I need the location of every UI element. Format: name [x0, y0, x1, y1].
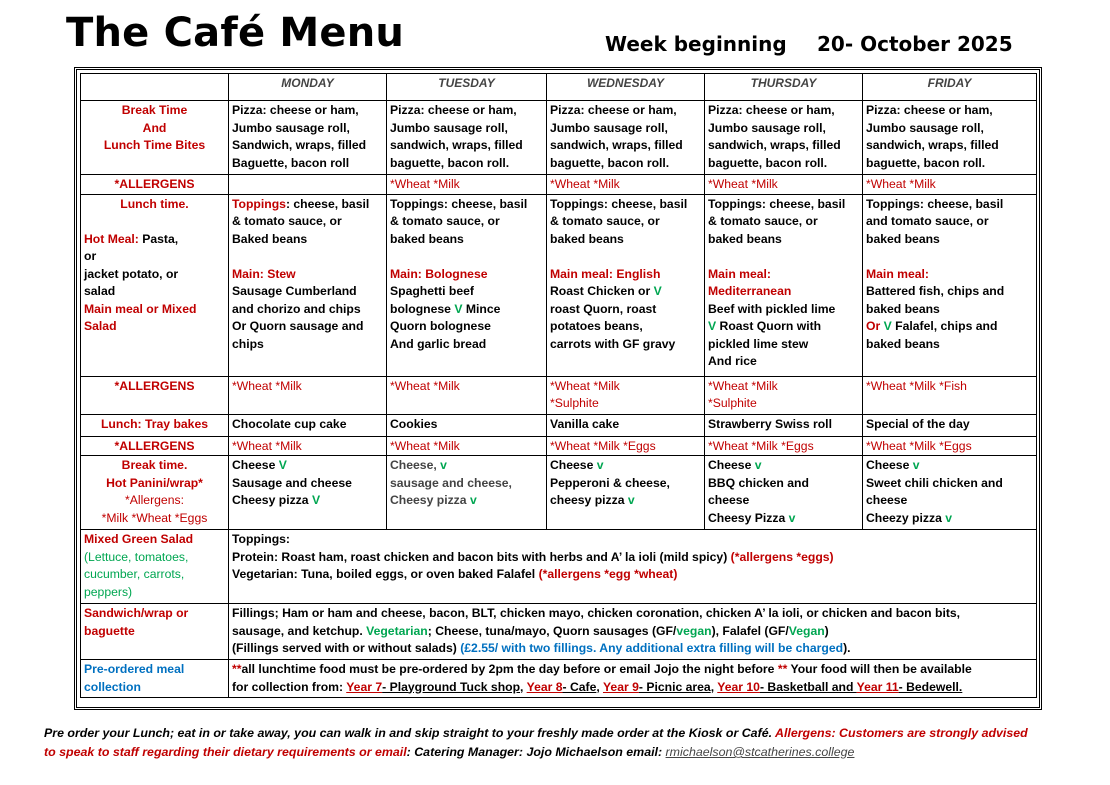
corner-cell: [81, 74, 229, 101]
day-thursday: THURSDAY: [705, 74, 863, 101]
email-link[interactable]: rmichaelson@stcatherines.college: [665, 745, 855, 759]
break-bites-monday: Pizza: cheese or ham, Jumbo sausage roll, Sandwich, wraps, filled Baguette, bacon roll: [229, 101, 387, 175]
lunch-friday: Toppings: cheese, basil and tomato sauce, or baked beans Main meal: Battered fish, chips and baked beans Or V Falafel, chips and baked beans: [863, 194, 1037, 376]
day-tuesday: TUESDAY: [387, 74, 547, 101]
lunch-row: [81, 194, 1037, 376]
allergens-3-tuesday: *Wheat *Milk: [387, 436, 547, 456]
sandwich-label: Sandwich/wrap or baguette: [81, 604, 229, 660]
sandwich-content: Fillings; Ham or ham and cheese, bacon, BLT, chicken mayo, chicken coronation, chicken A’ la ioli, or chicken and bacon bits, sausage, and ketchup. Vegetarian; Cheese, tuna/mayo, Quorn sausages (GF/vegan), Falafel (GF/Vegan) (Fillings served with or without salads) (£2.55/ with two fillings. Any additional extra filling will be charged).: [229, 604, 1037, 660]
preorder-label: Pre-ordered meal collection: [81, 660, 229, 698]
week-date: 20- October 2025: [817, 32, 1013, 56]
week-beginning-label: Week beginning: [605, 32, 787, 56]
allergens-label-1: *ALLERGENS: [81, 175, 229, 195]
break-bites-row: [81, 101, 1037, 175]
lunch-thursday: Toppings: cheese, basil & tomato sauce, or baked beans Main meal: Mediterranean Beef with pickled lime V Roast Quorn with pickled lime stew And rice: [705, 194, 863, 376]
panini-thursday: Cheese v BBQ chicken and cheese Cheesy Pizza v: [705, 456, 863, 530]
panini-tuesday: Cheese, v sausage and cheese, Cheesy pizza v: [387, 456, 547, 530]
day-monday: MONDAY: [229, 74, 387, 101]
preorder-content: **all lunchtime food must be pre-ordered by 2pm the day before or email Jojo the night before ** Your food will then be available for collection from: Year 7- Playground Tuck shop, Year 8- Cafe, Year 9- Picnic area, Year 10- Basketball and Year 11- Bedewell.: [229, 660, 1037, 698]
lunch-tuesday: Toppings: cheese, basil & tomato sauce, or baked beans Main: Bolognese Spaghetti beef bolognese V Mince Quorn bolognese And garlic bread: [387, 194, 547, 376]
allergens-row-3: [81, 436, 1037, 456]
allergens-2-monday: *Wheat *Milk: [229, 376, 387, 414]
panini-friday: Cheese v Sweet chili chicken and cheese Cheezy pizza v: [863, 456, 1037, 530]
allergens-3-wednesday: *Wheat *Milk *Eggs: [547, 436, 705, 456]
salad-label: Mixed Green Salad (Lettuce, tomatoes, cucumber, carrots, peppers): [81, 530, 229, 604]
tray-bakes-monday: Chocolate cup cake: [229, 414, 387, 436]
break-bites-tuesday: Pizza: cheese or ham, Jumbo sausage roll, sandwich, wraps, filled baguette, bacon roll.: [387, 101, 547, 175]
allergens-row-1: [81, 175, 1037, 195]
menu-table: [80, 73, 1037, 698]
panini-monday: Cheese V Sausage and cheese Cheesy pizza V: [229, 456, 387, 530]
break-bites-friday: Pizza: cheese or ham, Jumbo sausage roll, sandwich, wraps, filled baguette, bacon roll.: [863, 101, 1037, 175]
allergens-label-3: *ALLERGENS: [81, 436, 229, 456]
tray-bakes-label: Lunch: Tray bakes: [81, 414, 229, 436]
panini-wednesday: Cheese v Pepperoni & cheese, cheesy pizza v: [547, 456, 705, 530]
day-header-row: [81, 74, 1037, 101]
tray-bakes-wednesday: Vanilla cake: [547, 414, 705, 436]
panini-row: [81, 456, 1037, 530]
panini-label: Break time. Hot Panini/wrap* *Allergens: *Milk *Wheat *Eggs: [81, 456, 229, 530]
allergens-3-monday: *Wheat *Milk: [229, 436, 387, 456]
tray-bakes-tuesday: Cookies: [387, 414, 547, 436]
allergens-label-2: *ALLERGENS: [81, 376, 229, 414]
tray-bakes-friday: Special of the day: [863, 414, 1037, 436]
page-title: The Café Menu: [66, 10, 405, 56]
sandwich-row: [81, 604, 1037, 660]
allergens-1-monday: [229, 175, 387, 195]
day-wednesday: WEDNESDAY: [547, 74, 705, 101]
allergens-3-friday: *Wheat *Milk *Eggs: [863, 436, 1037, 456]
salad-content: Toppings: Protein: Roast ham, roast chicken and bacon bits with herbs and A’ la ioli (mild spicy) (*allergens *eggs) Vegetarian: Tuna, boiled eggs, or oven baked Falafel (*allergens *egg *wheat): [229, 530, 1037, 604]
menu-table-frame: [74, 67, 1042, 710]
footer-note: Pre order your Lunch; eat in or take away, you can walk in and skip straight to your freshly made order at the Kiosk or Café. Allergens: Customers are strongly advised to speak to staff regarding their dietary requirements or email: Catering Manager: Jojo Michaelson email: rmichaelson@stcatherines.college: [44, 726, 1028, 759]
tray-bakes-row: [81, 414, 1037, 436]
preorder-row: [81, 660, 1037, 698]
allergens-2-tuesday: *Wheat *Milk: [387, 376, 547, 414]
allergens-row-2: [81, 376, 1037, 414]
break-bites-thursday: Pizza: cheese or ham, Jumbo sausage roll, sandwich, wraps, filled baguette, bacon roll.: [705, 101, 863, 175]
allergens-1-friday: *Wheat *Milk: [863, 175, 1037, 195]
lunch-wednesday: Toppings: cheese, basil & tomato sauce, or baked beans Main meal: English Roast Chicken or V roast Quorn, roast potatoes beans, carrots with GF gravy: [547, 194, 705, 376]
tray-bakes-thursday: Strawberry Swiss roll: [705, 414, 863, 436]
salad-row: [81, 530, 1037, 604]
break-bites-label: Break Time And Lunch Time Bites: [81, 101, 229, 175]
break-bites-wednesday: Pizza: cheese or ham, Jumbo sausage roll, sandwich, wraps, filled baguette, bacon roll.: [547, 101, 705, 175]
allergens-2-thursday: *Wheat *Milk *Sulphite: [705, 376, 863, 414]
lunch-label: Lunch time. Hot Meal: Pasta, or jacket potato, or salad Main meal or Mixed Salad: [81, 194, 229, 376]
allergens-1-wednesday: *Wheat *Milk: [547, 175, 705, 195]
allergens-1-tuesday: *Wheat *Milk: [387, 175, 547, 195]
day-friday: FRIDAY: [863, 74, 1037, 101]
allergens-2-wednesday: *Wheat *Milk *Sulphite: [547, 376, 705, 414]
allergens-3-thursday: *Wheat *Milk *Eggs: [705, 436, 863, 456]
lunch-monday: Toppings: cheese, basil & tomato sauce, or Baked beans Main: Stew Sausage Cumberland and chorizo and chips Or Quorn sausage and chips: [229, 194, 387, 376]
allergens-1-thursday: *Wheat *Milk: [705, 175, 863, 195]
allergens-2-friday: *Wheat *Milk *Fish: [863, 376, 1037, 414]
